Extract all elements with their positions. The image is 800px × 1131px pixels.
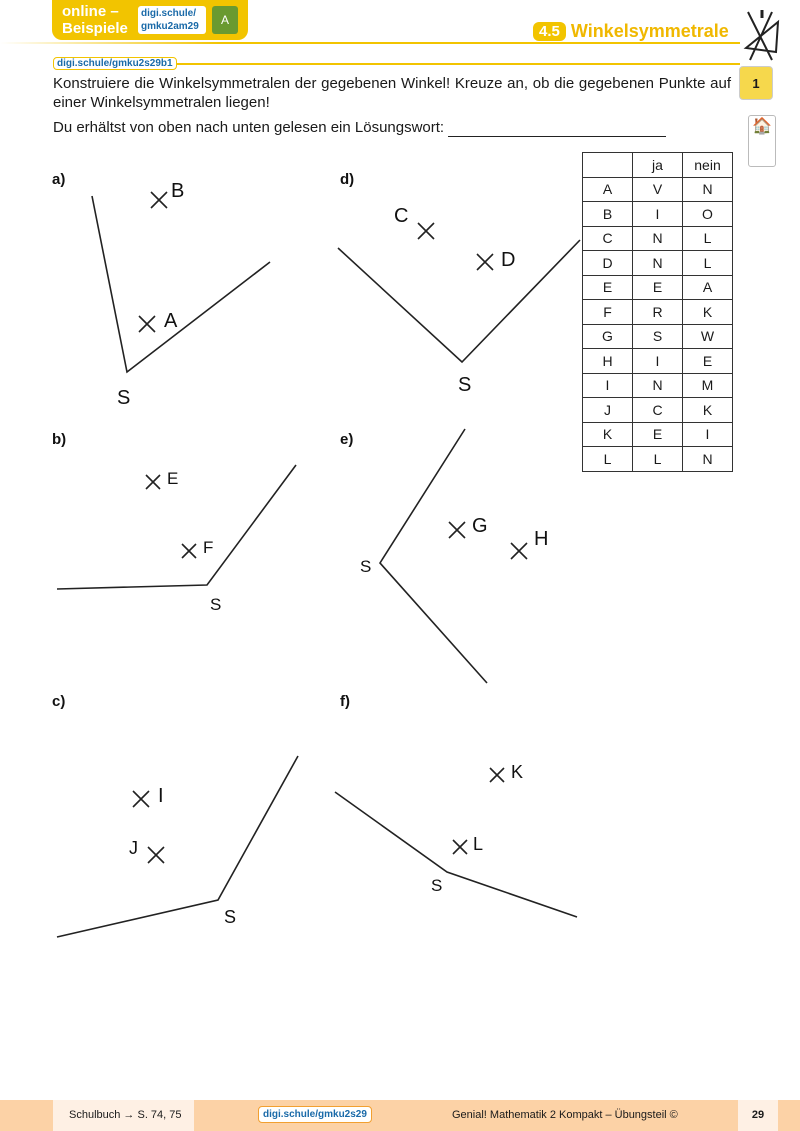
table-cell: L bbox=[583, 447, 633, 472]
footer bbox=[0, 1100, 800, 1131]
code-line: gmku2am29 bbox=[141, 21, 199, 32]
table-cell: V bbox=[633, 177, 683, 202]
section-title: Winkelsymmetrale bbox=[570, 21, 729, 41]
figure-label: c) bbox=[52, 693, 66, 710]
table-cell: N bbox=[683, 177, 733, 202]
app-icon: A bbox=[212, 6, 238, 34]
table-row bbox=[583, 373, 733, 398]
task-instruction: Konstruiere die Winkelsymmetralen der gegebenen Winkel! Kreuze an, ob die gegebenen Punkte auf einer Winkelsymmetralen liegen! bbox=[53, 75, 731, 111]
solution-table bbox=[582, 152, 733, 472]
vertex-label: S bbox=[210, 595, 222, 614]
angle-c bbox=[57, 756, 298, 937]
table-cell: N bbox=[633, 226, 683, 251]
table-cell: E bbox=[683, 349, 733, 374]
table-row bbox=[583, 324, 733, 349]
table-cell: K bbox=[683, 300, 733, 325]
table-cell: H bbox=[583, 349, 633, 374]
table-cell: C bbox=[583, 226, 633, 251]
point-label: D bbox=[501, 249, 516, 271]
online-label: online – bbox=[62, 3, 119, 20]
angle-d bbox=[338, 240, 580, 362]
vertex-label: S bbox=[431, 876, 443, 895]
table-cell: L bbox=[683, 251, 733, 276]
table-row bbox=[583, 398, 733, 423]
table-cell: M bbox=[683, 373, 733, 398]
table-cell: D bbox=[583, 251, 633, 276]
table-row bbox=[583, 447, 733, 472]
table-cell: E bbox=[633, 275, 683, 300]
point-label: A bbox=[164, 310, 178, 332]
cross-marks bbox=[139, 192, 167, 332]
point-label: J bbox=[129, 838, 138, 858]
table-row bbox=[583, 300, 733, 325]
vertex-label: S bbox=[224, 907, 237, 927]
table-row bbox=[583, 251, 733, 276]
textbook-reference: Schulbuch → S. 74, 75 bbox=[53, 1100, 194, 1131]
figure-label: d) bbox=[340, 171, 355, 188]
table-cell: N bbox=[633, 251, 683, 276]
figure-label: b) bbox=[52, 431, 67, 448]
table-cell: A bbox=[583, 177, 633, 202]
table-cell: J bbox=[583, 398, 633, 423]
figure-c bbox=[57, 756, 298, 937]
point-label: F bbox=[203, 538, 214, 557]
table-cell: I bbox=[633, 349, 683, 374]
table-cell: C bbox=[633, 398, 683, 423]
point-label: L bbox=[473, 834, 484, 854]
table-row bbox=[583, 226, 733, 251]
table-header-cell: ja bbox=[633, 153, 683, 178]
solution-prompt-text: Du erhältst von oben nach unten gelesen ein Lösungswort: bbox=[53, 119, 445, 136]
table-row bbox=[583, 349, 733, 374]
footer-code-link[interactable]: digi.schule/gmku2s29 bbox=[258, 1106, 372, 1123]
angle-a bbox=[92, 196, 270, 372]
table-cell: R bbox=[633, 300, 683, 325]
figure-e bbox=[380, 429, 527, 683]
table-header-cell bbox=[583, 153, 633, 178]
table-cell: A bbox=[683, 275, 733, 300]
angle-e bbox=[380, 429, 487, 683]
table-cell: N bbox=[633, 373, 683, 398]
table-cell: E bbox=[633, 422, 683, 447]
vertex-label: S bbox=[360, 557, 372, 576]
vertex-label: S bbox=[458, 374, 472, 396]
table-cell: W bbox=[683, 324, 733, 349]
table-cell: L bbox=[683, 226, 733, 251]
point-label: I bbox=[158, 785, 164, 807]
table-cell: O bbox=[683, 202, 733, 227]
figure-a bbox=[92, 192, 270, 372]
table-row bbox=[583, 275, 733, 300]
table-row bbox=[583, 202, 733, 227]
task-code-link[interactable]: digi.schule/gmku2s29b1 bbox=[53, 57, 177, 70]
table-header-cell: nein bbox=[683, 153, 733, 178]
task-number-badge: 1 bbox=[739, 66, 773, 100]
point-label: B bbox=[171, 180, 185, 202]
figure-label: f) bbox=[340, 693, 350, 710]
table-cell: N bbox=[683, 447, 733, 472]
point-label: E bbox=[167, 469, 179, 488]
online-label: Beispiele bbox=[62, 20, 128, 37]
figure-label: a) bbox=[52, 171, 66, 188]
table-header-row bbox=[583, 153, 733, 178]
figure-f bbox=[335, 768, 577, 917]
table-cell: S bbox=[633, 324, 683, 349]
table-cell: I bbox=[683, 422, 733, 447]
angle-f bbox=[335, 792, 577, 917]
homework-icon: 🏠 bbox=[748, 115, 776, 167]
point-label: C bbox=[394, 205, 409, 227]
table-row bbox=[583, 177, 733, 202]
page-number: 29 bbox=[738, 1100, 778, 1131]
table-cell: G bbox=[583, 324, 633, 349]
table-cell: E bbox=[583, 275, 633, 300]
point-label: K bbox=[511, 762, 524, 782]
table-cell: K bbox=[583, 422, 633, 447]
table-cell: B bbox=[583, 202, 633, 227]
table-cell: L bbox=[633, 447, 683, 472]
table-row bbox=[583, 422, 733, 447]
table-cell: I bbox=[583, 373, 633, 398]
cross-marks bbox=[418, 223, 493, 270]
table-cell: I bbox=[633, 202, 683, 227]
code-line: digi.schule/ bbox=[141, 8, 197, 19]
point-label: H bbox=[534, 528, 549, 550]
figure-d bbox=[338, 223, 580, 362]
section-number: 4.5 bbox=[533, 22, 566, 41]
cross-marks bbox=[449, 522, 527, 559]
book-title: Genial! Mathematik 2 Kompakt – Übungsteil © bbox=[452, 1109, 678, 1121]
figure-label: e) bbox=[340, 431, 354, 448]
point-label: G bbox=[472, 515, 488, 537]
table-cell: F bbox=[583, 300, 633, 325]
table-cell: K bbox=[683, 398, 733, 423]
vertex-label: S bbox=[117, 387, 131, 409]
